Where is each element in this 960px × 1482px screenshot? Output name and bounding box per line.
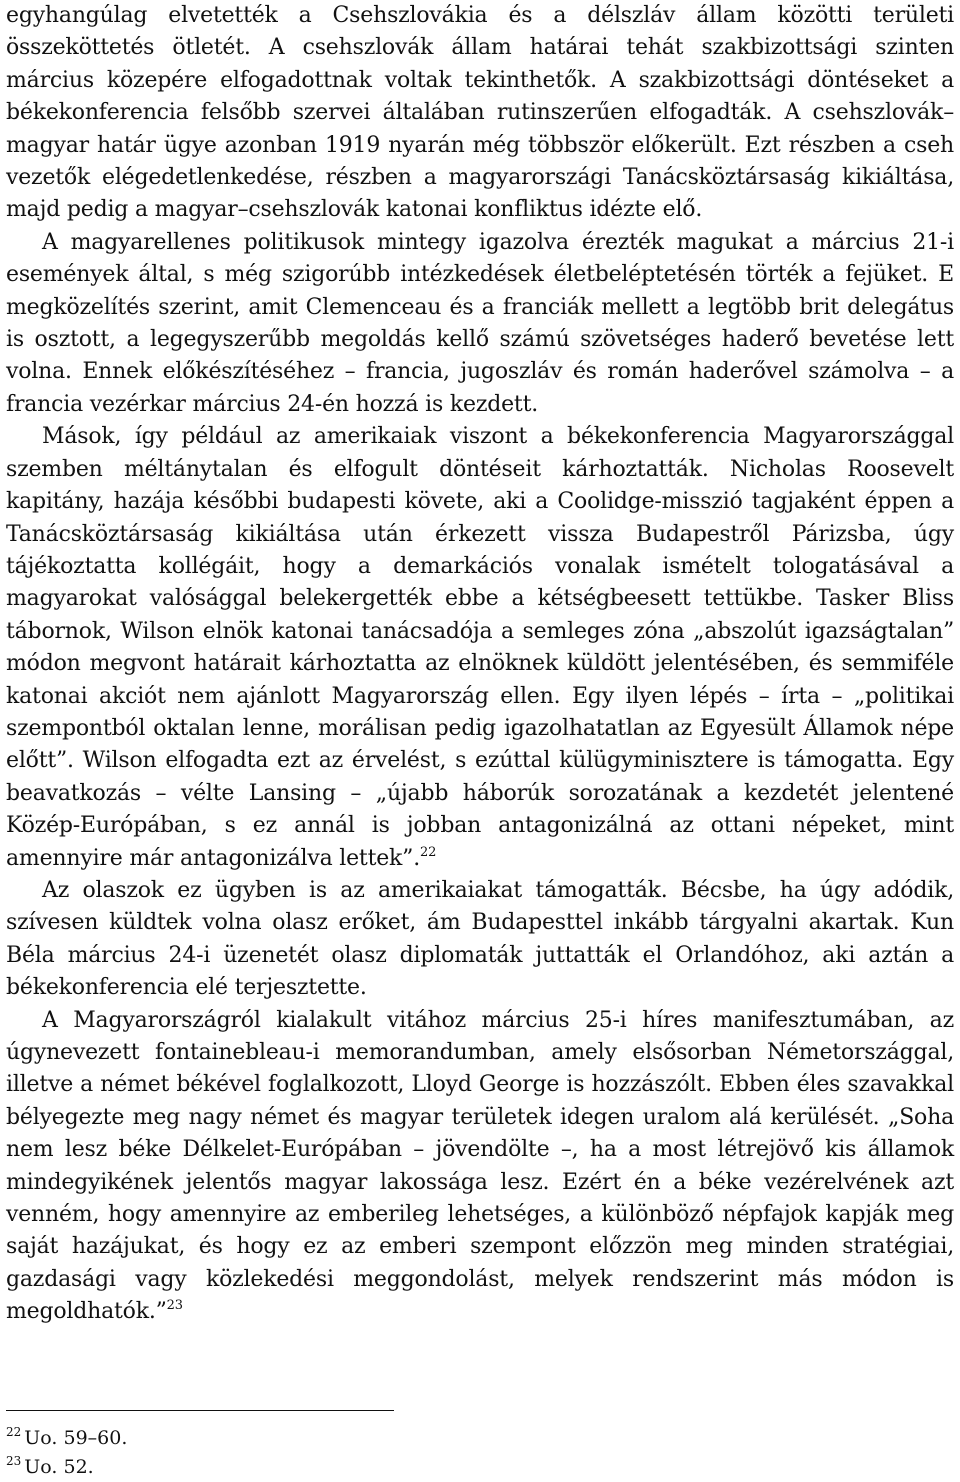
footnote-number: 23 (6, 1454, 22, 1468)
footnote-ref-23[interactable]: 23 (166, 1298, 183, 1314)
footnote-ref-22[interactable]: 22 (420, 844, 437, 860)
paragraph-4 (6, 875, 954, 1005)
footnote-divider (6, 1410, 394, 1411)
paragraph-5 (6, 1005, 954, 1329)
footnote-text: Uo. 52. (24, 1456, 94, 1478)
footnotes (6, 1424, 606, 1482)
footnote-22 (6, 1424, 606, 1453)
paragraph-text: A magyarellenes politikusok mintegy igazolva érezték magukat a március 21-i események által, s még szigorúbb intézkedések életbeléptetésén törték a fejüket. E megközelítés szerint, amit Clemenceau és a franciák mellett a legtöbb brit delegátus is osztott, a legegyszerűbb megoldás kellő számú szövetséges haderő bevetése lett volna. Ennek előkészítéséhez – francia, jugoszláv és román haderővel számolva – a francia vezérkar március 24-én hozzá is kezdett. (6, 229, 954, 417)
paragraph-text: A Magyarországról kialakult vitához március 25-i híres manifesztumában, az úgynevezett fontainebleau-i memorandumban, amely elsősorban Németországgal, illetve a német békével foglalkozott, Lloyd George is hozzászólt. Ebben éles szavakkal bélyegezte meg nagy német és magyar területek idegen uralom alá kerülését. „Soha nem lesz béke Délkelet-Európában – jövendölte –, ha a most létrejövő kis államok mindegyikének jelentős magyar lakossága lesz. Ezért én a béke vezérelvének azt venném, hogy amennyire az emberileg lehetséges, a különböző népfajok kapják meg saját hazájukat, és hogy ez az emberi szempont előzzön meg minden stratégiai, gazdasági vagy közlekedési meggondolást, melyek rendszerint más módon is megoldhatók.” (6, 1007, 954, 1325)
paragraph-3 (6, 421, 954, 875)
paragraph-text: Az olaszok ez ügyben is az amerikaiakat támogatták. Bécsbe, ha úgy adódik, szívesen küldtek volna olasz erőket, ám Budapesttel inkább tárgyalni akartak. Kun Béla március 24-i üzenetét olasz diplomaták juttatták el Orlandóhoz, aki aztán a békekonferencia elé terjesztette. (6, 877, 954, 1001)
paragraph-text: Mások, így például az amerikaiak viszont a békekonferencia Magyarországgal szemben méltánytalan és elfogult döntéseit kárhoztatták. Nicholas Roosevelt kapitány, hazája későbbi budapesti követe, aki a Coolidge-misszió tagjaként éppen a Tanácsköztársaság kikiáltása után érkezett vissza Budapestről Párizsba, úgy tájékoztatta kollégáit, hogy a demarkációs vonalak ismételt tologatásával a magyarokat valósággal belekergették ebbe a kétségbeesett tettükbe. Tasker Bliss tábornok, Wilson elnök katonai tanácsadója a semleges zóna „abszolút igazságtalan” módon megvont határait kárhoztatta az elnöknek küldött jelentésében, és semmiféle katonai akciót nem ajánlott Magyarország ellen. Egy ilyen lépés – írta – „politikai szempontból oktalan lenne, morálisan pedig igazolhatatlan az Egyesült Államok népe előtt”. Wilson elfogadta ezt az érvelést, s ezúttal külügyminisztere is támogatta. Egy beavatkozás – vélte Lansing – „újabb háborúk sorozatának a kezdetét jelentené Közép-Európában, s ez annál is jobban antagonizálná az ottani népeket, mint amennyire már antagonizálva lettek”. (6, 424, 954, 871)
paragraph-2 (6, 227, 954, 421)
main-text (6, 0, 954, 1392)
paragraph-1 (6, 0, 954, 227)
paragraph-text: egyhangúlag elvetették a Csehszlovákia és a délszláv állam közötti területi összeköttetés ötletét. A csehszlovák állam határai tehát szakbizottsági szinten március közepére elfogadottnak voltak tekinthetők. A szakbizottsági döntéseket a békekonferencia felsőbb szervei általában rutinszerűen elfogadták. A csehszlovák–magyar határ ügye azonban 1919 nyarán még többször előkerült. Ezt részben a cseh vezetők elégedetlenkedése, részben a magyarországi Tanácsköztársaság kikiáltása, majd pedig a magyar–csehszlovák katonai konfliktus idézte elő. (6, 3, 954, 223)
footnote-number: 22 (6, 1425, 22, 1439)
footnote-text: Uo. 59–60. (24, 1427, 128, 1449)
footnote-23 (6, 1453, 606, 1482)
